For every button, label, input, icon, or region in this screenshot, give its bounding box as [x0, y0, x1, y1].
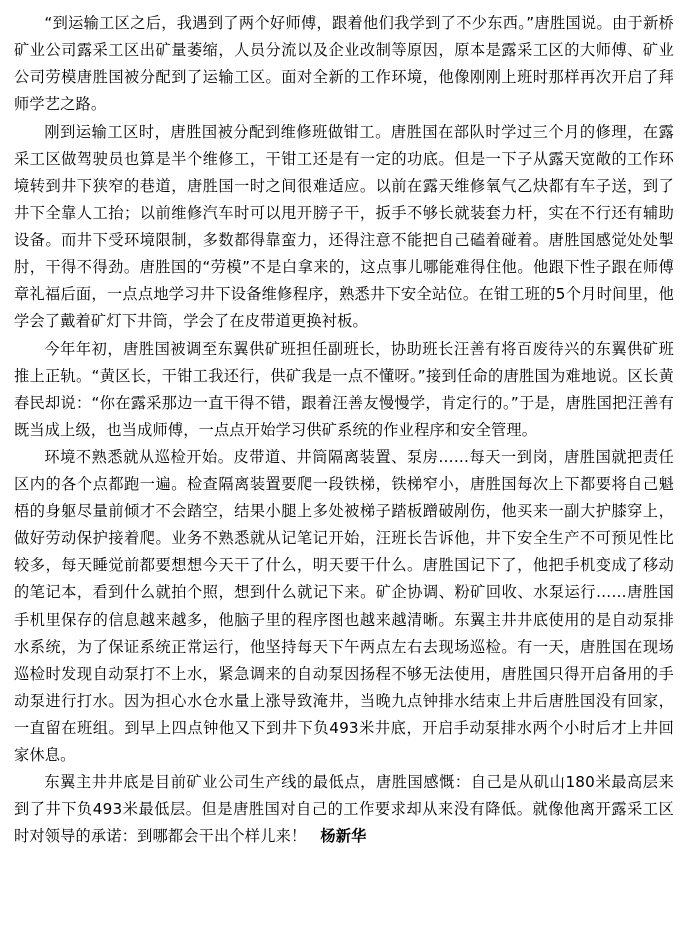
paragraph: 环境不熟悉就从巡检开始。皮带道、井筒隔离装置、泵房……每天一到岗，唐胜国就把责任区内的各个点都跑一遍。检查隔离装置要爬一段铁梯，铁梯窄小，唐胜国每次上下都要将自己魁梧的身躯尽量前倾才不会踏空，结果小腿上多处被梯子踏板蹭破剐伤，他买来一副大护膝穿上，做好劳动保护接着爬。业务不熟悉就从记笔记开始，汪班长告诉他，井下安全生产不可预见性比较多，每天睡觉前都要想想今天干了什么，明天要干什么。唐胜国记下了，他把手机变成了移动的笔记本，看到什么就拍个照，想到什么就记下来。矿企协调、粉矿回收、水泵运行……唐胜国手机里保存的信息越来越多，他脑子里的程序图也越来越清晰。东翼主井井底使用的是自动泵排水系统，为了保证系统正常运行，他坚持每天下午两点左右去现场巡检。有一天，唐胜国在现场巡检时发现自动泵打不上水，紧急调来的自动泵因扬程不够无法使用，唐胜国只得开启备用的手动泵进行打水。因为担心水仓水量上涨导致淹井，当晚九点钟排水结束上井后唐胜国没有回家，一直留在班组。到早上四点钟他又下到井下负493米井底，开启手动泵排水两个小时后才上井回家休息。 — [14, 448, 674, 764]
final-paragraph-text: 东翼主井井底是目前矿业公司生产线的最低点，唐胜国感慨：自己是从矶山180米最高层来到了井下负493米最低层。但是唐胜国对自己的工作要求却从来没有降低。就像他离开露采工区时对领导的承诺：到哪都会干出个样儿来！ — [14, 773, 674, 846]
paragraph: 刚到运输工区时，唐胜国被分配到维修班做钳工。唐胜国在部队时学过三个月的修理，在露采工区做驾驶员也算是半个维修工，干钳工还是有一定的功底。但是一下子从露天宽敞的工作环境转到井下狭窄的巷道，唐胜国一时之间很难适应。以前在露天维修氧气乙炔都有车子送，到了井下全靠人工抬；以前维修汽车时可以甩开膀子干，扳手不够长就装套力杆，实在不行还有辅助设备。而井下受环境限制，多数都得靠蛮力，还得注意不能把自己磕着碰着。唐胜国感觉处处掣肘，干得不得劲。唐胜国的“劳模”不是白拿来的，这点事儿哪能难得住他。他跟下性子跟在师傅章礼福后面，一点点地学习井下设备维修程序，熟悉井下安全站位。在钳工班的5个月时间里，他学会了戴着矿灯下井筒，学会了在皮带道更换衬板。 — [14, 122, 674, 331]
byline: 杨新华 — [320, 827, 367, 846]
article-body — [14, 10, 674, 850]
final-paragraph — [14, 769, 674, 850]
paragraph: “到运输工区之后，我遇到了两个好师傅，跟着他们我学到了不少东西。”唐胜国说。由于新桥矿业公司露采工区出矿量萎缩，人员分流以及企业改制等原因，原本是露采工区的大师傅、矿业公司劳模唐胜国被分配到了运输工区。面对全新的工作环境，他像刚刚上班时那样再次开启了拜师学艺之路。 — [14, 14, 674, 114]
paragraph: 今年年初，唐胜国被调至东翼供矿班担任副班长，协助班长汪善有将百废待兴的东翼供矿班推上正轨。“黄区长，干钳工我还行，供矿我是一点不懂呀。”接到任命的唐胜国为难地说。区长黄春民却说：“你在露采那边一直干得不错，跟着汪善友慢慢学，肯定行的。”于是，唐胜国把汪善有既当成上级，也当成师傅，一点点开始学习供矿系统的作业程序和安全管理。 — [14, 339, 674, 439]
